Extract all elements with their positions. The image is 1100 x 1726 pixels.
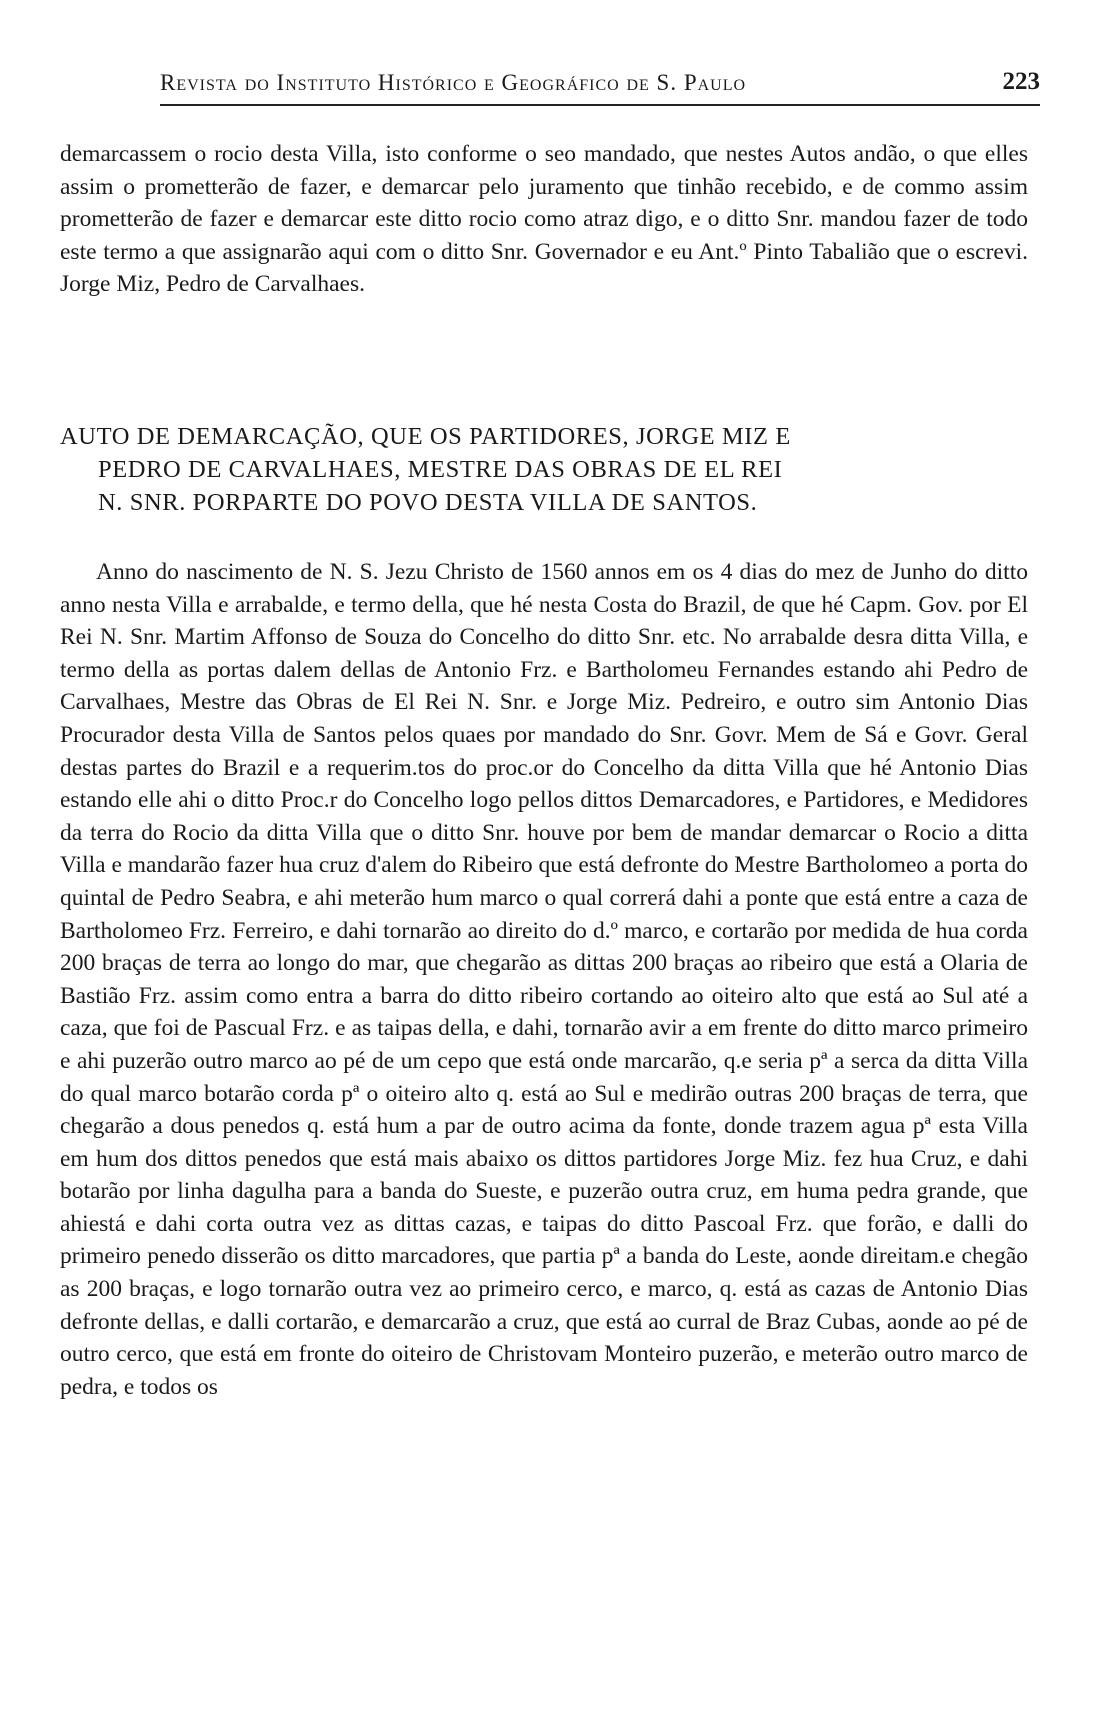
section-title <box>60 420 1028 519</box>
paragraph-body: Anno do nascimento de N. S. Jezu Christo de 1560 annos em os 4 dias do mez de Junho do ditto anno nesta Villa e arrabalde, e termo della, que hé nesta Costa do Brazil, de que hé Capm. Gov. por El Rei N. Snr. Martim Affonso de Souza do Concelho do ditto Snr. etc. No arrabalde desra ditta Villa, e termo della as portas dalem dellas de Antonio Frz. e Bartholomeu Fernandes estando ahi Pedro de Carvalhaes, Mestre das Obras de El Rei N. Snr. e Jorge Miz. Pedreiro, e outro sim Antonio Dias Procurador desta Villa de Santos pelos quaes por mandado do Snr. Govr. Mem de Sá e Govr. Geral destas partes do Brazil e a requerim.tos do proc.or do Concelho da ditta Villa que hé Antonio Dias estando elle ahi o ditto Proc.r do Concelho logo pellos dittos Demarcadores, e Partidores, e Medidores da terra do Rocio da ditta Villa que o ditto Snr. houve por bem de mandar demarcar o Rocio a ditta Villa e mandarão fazer hua cruz d'alem do Ribeiro que está defronte do Mestre Bartholomeo a porta do quintal de Pedro Seabra, e ahi meterão hum marco o qual correrá dahi a ponte que está entre a caza de Bartholomeo Frz. Ferreiro, e dahi tornarão ao direito do d.º marco, e cortarão por medida de hua corda 200 braças de terra ao longo do mar, que chegarão as dittas 200 braças ao ribeiro que está a Olaria de Bastião Frz. assim como entra a barra do ditto ribeiro cortando ao oiteiro alto que está ao Sul até a caza, que foi de Pascual Frz. e as taipas della, e dahi, tornarão avir a em frente do ditto marco primeiro e ahi puzerão outro marco ao pé de um cepo que está onde marcarão, q.e seria pª a serca da ditta Villa do qual marco botarão corda pª o oiteiro alto q. está ao Sul e medirão outras 200 braças de terra, que chegarão a dous penedos q. está hum a par de outro acima da fonte, donde trazem agua pª esta Villa em hum dos dittos penedos que está mais abaixo os dittos partidores Jorge Miz. fez hua Cruz, e dahi botarão por linha dagulha para a banda do Sueste, e puzerão outra cruz, em huma pedra grande, que ahiestá e dahi corta outra vez as dittas cazas, e taipas do ditto Pascoal Frz. que forão, e dalli do primeiro penedo disserão os ditto marcadores, que partia pª a banda do Leste, aonde direitam.e chegão as 200 braças, e logo tornarão outra vez ao primeiro cerco, e marco, q. está as cazas de Antonio Dias defronte dellas, e dalli cortarão, e demarcarão a cruz, que está ao curral de Braz Cubas, aonde ao pé de outro cerco, que está em fronte do oiteiro de Christovam Monteiro puzerão, e meterão outro marco de pedra, e todos os <box>60 559 1028 1400</box>
running-header <box>160 64 1040 106</box>
section-title-line: PEDRO DE CARVALHAES, MESTRE DAS OBRAS DE EL REI <box>98 456 783 483</box>
paragraph-continuation: demarcassem o rocio desta Villa, isto conforme o seo mandado, que nestes Autos andão, o que elles assim o prometterão de fazer, e demarcar pelo juramento que tinhão recebido, e de commo assim prometterão de fazer e demarcar este ditto rocio como atraz digo, e o ditto Snr. mandou fazer de todo este termo a que assignarão aqui com o ditto Snr. Governador e eu Ant.º Pinto Tabalião que o escrevi. Jorge Miz, Pedro de Carvalhaes. <box>60 141 1028 298</box>
section-title-line: N. SNR. PORPARTE DO POVO DESTA VILLA DE SANTOS. <box>98 489 758 516</box>
journal-title: Revista do Instituto Histórico e Geográfico de S. Paulo <box>160 70 747 95</box>
page-number: 223 <box>1002 68 1040 95</box>
section-title-line: AUTO DE DEMARCAÇÃO, QUE OS PARTIDORES, JORGE MIZ E <box>60 423 791 450</box>
